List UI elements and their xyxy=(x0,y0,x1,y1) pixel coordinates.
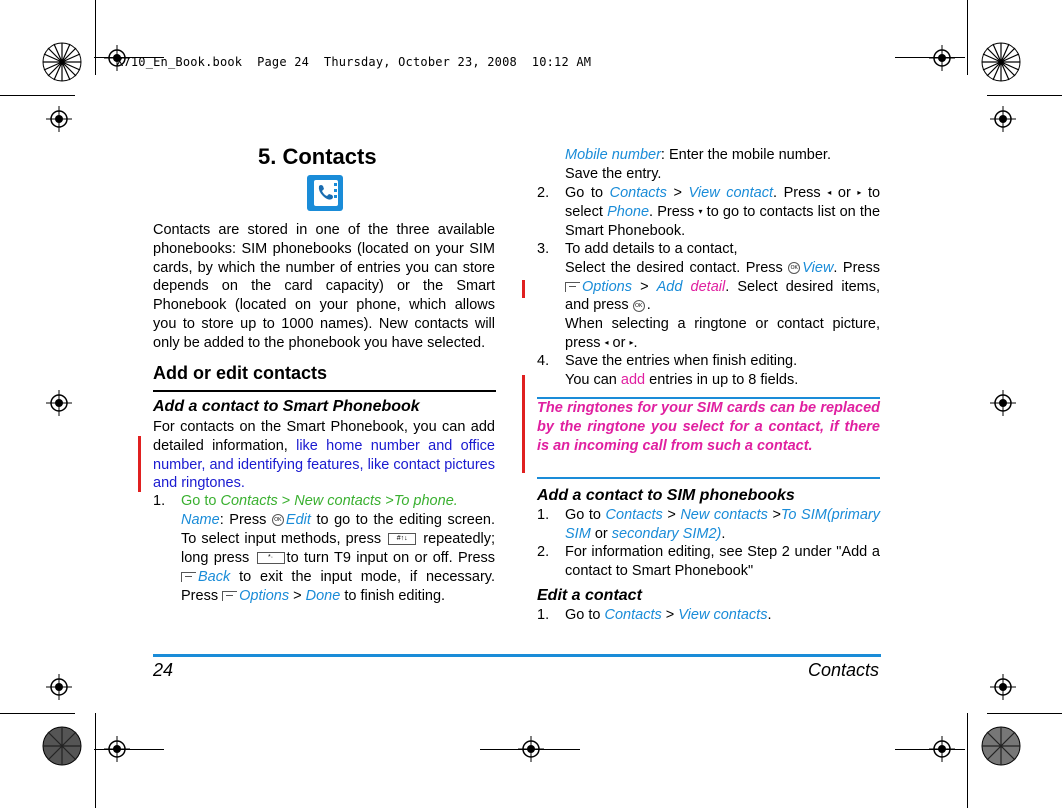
step-text: to finish editing. xyxy=(344,588,446,604)
step-text: Go to xyxy=(565,185,604,202)
sim-step-1 xyxy=(537,506,880,544)
step-text: . Press xyxy=(649,204,695,221)
lead-text: For contacts on the Smart Phonebook, you can add detailed information, xyxy=(153,419,495,454)
registration-crosshair-icon xyxy=(990,106,1016,132)
step-number: 4. xyxy=(537,353,550,369)
step-text: . xyxy=(633,335,638,352)
subsection-heading: Add a contact to Smart Phonebook xyxy=(153,398,420,415)
go-to-text: Go to xyxy=(181,493,217,509)
menu-contacts: Contacts xyxy=(605,507,663,523)
change-bar xyxy=(138,436,141,492)
step-text: or xyxy=(612,335,626,352)
separator: > xyxy=(281,493,291,509)
step-text: . xyxy=(646,297,651,314)
separator: > xyxy=(640,278,649,295)
change-bar xyxy=(522,280,525,298)
crop-mark xyxy=(895,57,965,58)
smart-step-2 xyxy=(537,184,880,241)
step-text: entries in up to 8 fields. xyxy=(649,371,799,388)
subsection-heading: Add a contact to SIM phonebooks xyxy=(537,487,795,504)
step-text: Go to xyxy=(565,507,601,523)
step-text: to go to the editing screen. To select input methods, press xyxy=(181,512,495,547)
crop-mark xyxy=(95,713,96,808)
subsection-heading: Edit a contact xyxy=(537,587,642,604)
intro-paragraph: Contacts are stored in one of the three available phonebooks: SIM phonebooks (located on your SIM cards, by which the number of entries you can store depends on the card capacity) or the Smart Phonebook (located on your phone, which allows you to store up to 1000 names). New contacts will only be added to the phonebook you have selected. xyxy=(153,222,495,351)
star-key-icon: *· xyxy=(257,552,285,564)
menu-add: Add xyxy=(656,278,683,295)
left-arrow-icon: ◂ xyxy=(827,188,832,197)
footer-section-title: Contacts xyxy=(807,660,879,680)
section-rule xyxy=(153,390,496,392)
separator: > xyxy=(665,607,675,623)
chapter-title: 5. Contacts xyxy=(258,144,377,169)
separator: > xyxy=(673,185,682,202)
step-text: . Press xyxy=(833,259,880,276)
page-number: 24 xyxy=(153,660,174,680)
step-number: 1. xyxy=(537,507,550,523)
registration-crosshair-icon xyxy=(990,390,1016,416)
smart-step-3 xyxy=(537,240,880,353)
step-text: When selecting a ringtone or contact picture, press xyxy=(565,316,880,352)
registration-crosshair-icon xyxy=(46,106,72,132)
registration-star-icon xyxy=(981,42,1021,82)
step-text: To add details to a contact, xyxy=(565,241,738,257)
step-text: : Press xyxy=(219,512,267,528)
step-text: to select xyxy=(565,185,881,221)
crop-mark xyxy=(95,0,96,75)
lead-highlight: like home number and office number, and identifying features, like contact pictures and ringtones. xyxy=(153,437,495,492)
crop-mark xyxy=(987,713,1062,714)
step-text: to go to contacts list on the Smart Phonebook. xyxy=(565,204,881,240)
step-text: to exit the input mode, if necessary. Press xyxy=(181,569,495,604)
menu-to-sim: To SIM(primary SIM xyxy=(565,507,880,542)
step-text: or xyxy=(837,185,851,202)
field-mobile-number: Mobile number xyxy=(565,147,661,163)
highlight-add: add xyxy=(620,371,646,388)
step-text: repeatedly; long press xyxy=(181,531,496,566)
softkey-options: Options xyxy=(239,588,290,604)
print-slug: X710_En_Book.book Page 24 Thursday, October 23, 2008 10:12 AM xyxy=(116,55,592,69)
step-number: 2. xyxy=(537,544,550,560)
menu-contacts: Contacts xyxy=(609,185,667,202)
softkey-back: Back xyxy=(198,569,231,585)
step-number: 2. xyxy=(537,185,550,201)
right-arrow-icon: ▸ xyxy=(629,337,634,347)
smart-step-1-cont xyxy=(537,146,880,184)
registration-crosshair-icon xyxy=(929,45,955,71)
separator: > xyxy=(667,507,676,523)
hash-key-icon: #↑↓ xyxy=(388,533,416,545)
registration-star-icon xyxy=(42,726,82,766)
separator: > xyxy=(293,588,302,604)
crop-mark xyxy=(94,749,164,750)
ok-key-icon: OK xyxy=(788,262,800,274)
step-text: : Enter the mobile number. xyxy=(660,147,831,163)
change-bar xyxy=(522,375,525,473)
step-text: . xyxy=(767,607,772,623)
menu-view-contacts: View contacts xyxy=(678,607,768,623)
menu-secondary-sim: secondary SIM2) xyxy=(611,525,722,542)
menu-done: Done xyxy=(305,588,341,604)
section-heading: Add or edit contacts xyxy=(153,363,328,383)
registration-crosshair-icon xyxy=(46,390,72,416)
left-softkey-icon xyxy=(222,591,237,601)
registration-crosshair-icon xyxy=(990,674,1016,700)
step-text: . xyxy=(721,525,726,542)
crop-mark xyxy=(480,749,580,750)
crop-mark xyxy=(0,713,75,714)
down-arrow-icon: ▾ xyxy=(698,207,703,217)
registration-star-icon xyxy=(981,726,1021,766)
menu-phone: Phone xyxy=(607,204,650,221)
step-text: Save the entries when finish editing. xyxy=(565,353,798,369)
softkey-view: View xyxy=(802,259,834,276)
crop-mark xyxy=(895,749,965,750)
ringtone-note: The ringtones for your SIM cards can be replaced by the ringtone you select for a contact, if there is an incoming call from such a contact. xyxy=(537,400,880,454)
step-number: 1. xyxy=(153,493,166,509)
smart-step-1 xyxy=(153,492,495,606)
separator: > xyxy=(772,507,781,523)
smart-lead-paragraph xyxy=(153,418,495,493)
step-text: You can xyxy=(565,371,617,388)
menu-contacts: Contacts xyxy=(604,607,662,623)
step-text: For information editing, see Step 2 under "Add a contact to Smart Phonebook" xyxy=(565,544,880,579)
registration-crosshair-icon xyxy=(46,674,72,700)
crop-mark xyxy=(967,0,968,75)
step-text: . Press xyxy=(773,185,821,202)
ok-key-icon: OK xyxy=(633,300,645,312)
menu-detail: detail xyxy=(690,278,726,295)
field-name: Name xyxy=(181,512,220,528)
softkey-edit: Edit xyxy=(285,512,311,528)
left-arrow-icon: ◂ xyxy=(604,337,609,347)
step-text: Go to xyxy=(565,607,601,623)
softkey-options: Options xyxy=(582,278,632,295)
step-number: 1. xyxy=(537,607,550,623)
separator: > xyxy=(385,493,394,509)
registration-star-icon xyxy=(42,42,82,82)
smart-step-4 xyxy=(537,352,880,390)
crop-mark xyxy=(987,95,1062,96)
menu-new-contacts: New contacts xyxy=(680,507,768,523)
menu-view-contact: View contact xyxy=(688,185,773,202)
contacts-book-icon xyxy=(306,174,344,212)
step-text: . Select desired items, and press xyxy=(565,278,881,314)
left-softkey-icon xyxy=(565,282,580,292)
menu-contacts: Contacts xyxy=(220,493,278,509)
step-text: or xyxy=(594,525,608,542)
step-text: Save the entry. xyxy=(565,165,662,182)
step-text: to turn T9 input on or off. Press xyxy=(286,550,496,566)
crop-mark xyxy=(967,713,968,808)
right-arrow-icon: ▸ xyxy=(857,188,862,197)
sim-step-2 xyxy=(537,543,880,581)
crop-mark xyxy=(0,95,75,96)
step-number: 3. xyxy=(537,241,550,257)
footer-rule xyxy=(153,654,881,657)
note-rule-bottom xyxy=(537,477,880,479)
step-text: Select the desired contact. Press xyxy=(565,259,783,276)
menu-to-phone: To phone. xyxy=(393,493,458,509)
edit-step-1 xyxy=(537,606,880,625)
menu-new-contacts: New contacts xyxy=(294,493,382,509)
ok-key-icon: OK xyxy=(272,514,284,526)
right-softkey-icon xyxy=(181,572,196,582)
